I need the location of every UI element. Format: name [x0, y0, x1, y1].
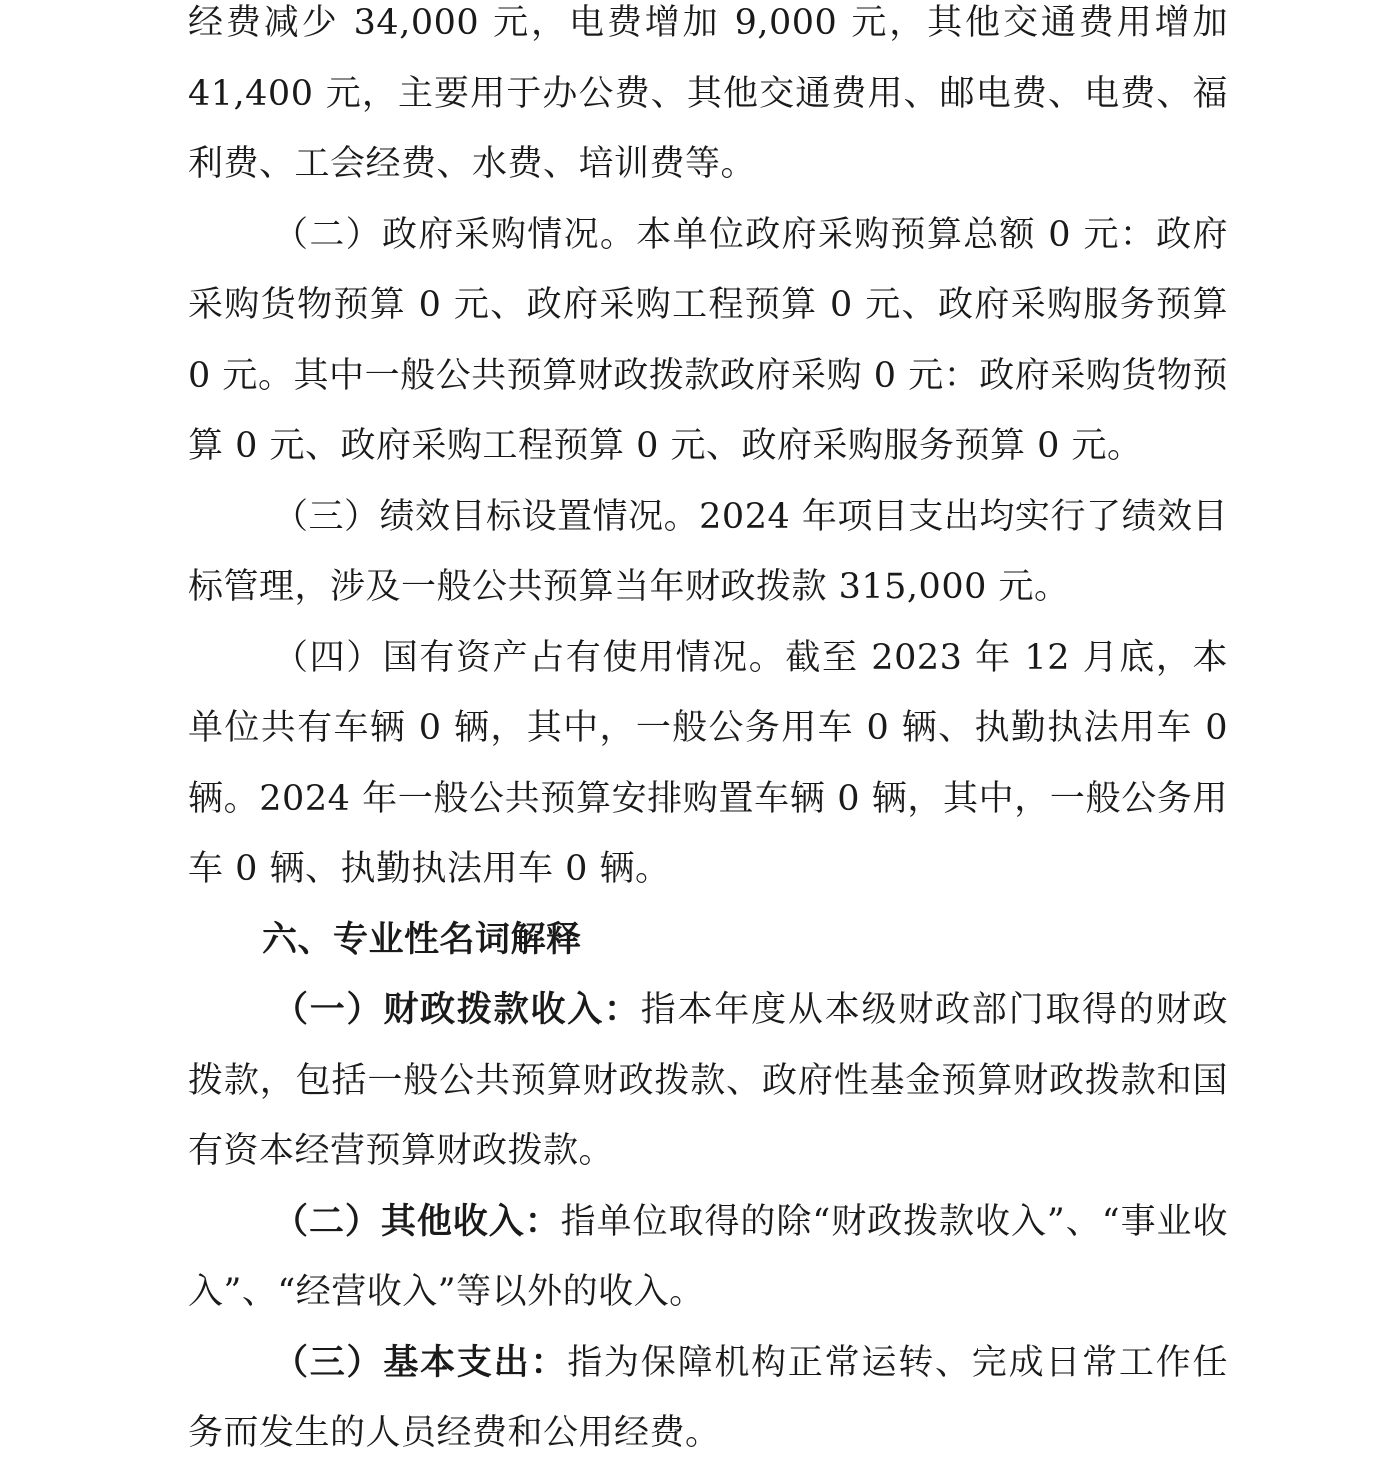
term-definition: 指为保障机构正常运转、完成日常工作任务而发生的人员经费和公用经费。: [188, 1342, 1228, 1453]
term-label: （三）基本支出：: [273, 1342, 568, 1383]
paragraph-lead: （三）绩效目标设置情况。: [273, 496, 700, 537]
term-definition: 指单位取得的除“财政拨款收入”、“事业收入”、“经营收入”等以外的收入。: [188, 1201, 1228, 1312]
paragraph-text: 截至 2023 年 12 月底，本单位共有车辆 0 辆，其中，一般公务用车 0 辆、执勤执法用车 0 辆。2024 年一般公共预算安排购置车辆 0 辆，其中，一般公务用车 0 辆、执勤执法用车 0 辆。: [188, 637, 1228, 889]
term-basic-expenditure: [188, 1328, 1228, 1469]
paragraph-performance-goals: [188, 482, 1228, 623]
paragraph-text: 本单位政府采购预算总额 0 元：政府采购货物预算 0 元、政府采购工程预算 0 元、政府采购服务预算 0 元。其中一般公共预算财政拨款政府采购 0 元：政府采购货物预算 0 元、政府采购工程预算 0 元、政府采购服务预算 0 元。: [188, 214, 1228, 466]
paragraph-government-procurement: [188, 200, 1228, 482]
term-other-income: [188, 1187, 1228, 1328]
term-label: （二）其他收入：: [273, 1201, 561, 1242]
paragraph-text: 经费减少 34,000 元，电费增加 9,000 元，其他交通费用增加 41,400 元，主要用于办公费、其他交通费用、邮电费、电费、福利费、工会经费、水费、培训费等。: [188, 3, 1228, 184]
term-definition: 指本年度从本级财政部门取得的财政拨款，包括一般公共预算财政拨款、政府性基金预算财政拨款和国有资本经营预算财政拨款。: [188, 990, 1228, 1171]
paragraph-expense-changes: [188, 0, 1228, 200]
paragraph-state-assets: [188, 623, 1228, 905]
paragraph-text: 2024 年项目支出均实行了绩效目标管理，涉及一般公共预算当年财政拨款 315,000 元。: [188, 496, 1228, 607]
term-label: （一）财政拨款收入：: [273, 990, 641, 1030]
paragraph-lead: （二）政府采购情况。: [273, 214, 637, 255]
paragraph-lead: （四）国有资产占有使用情况。: [273, 637, 786, 678]
section-heading-terms: 六、专业性名词解释: [262, 919, 582, 960]
term-fiscal-appropriation-income: [188, 975, 1228, 1187]
document-page: [188, 0, 1228, 1469]
